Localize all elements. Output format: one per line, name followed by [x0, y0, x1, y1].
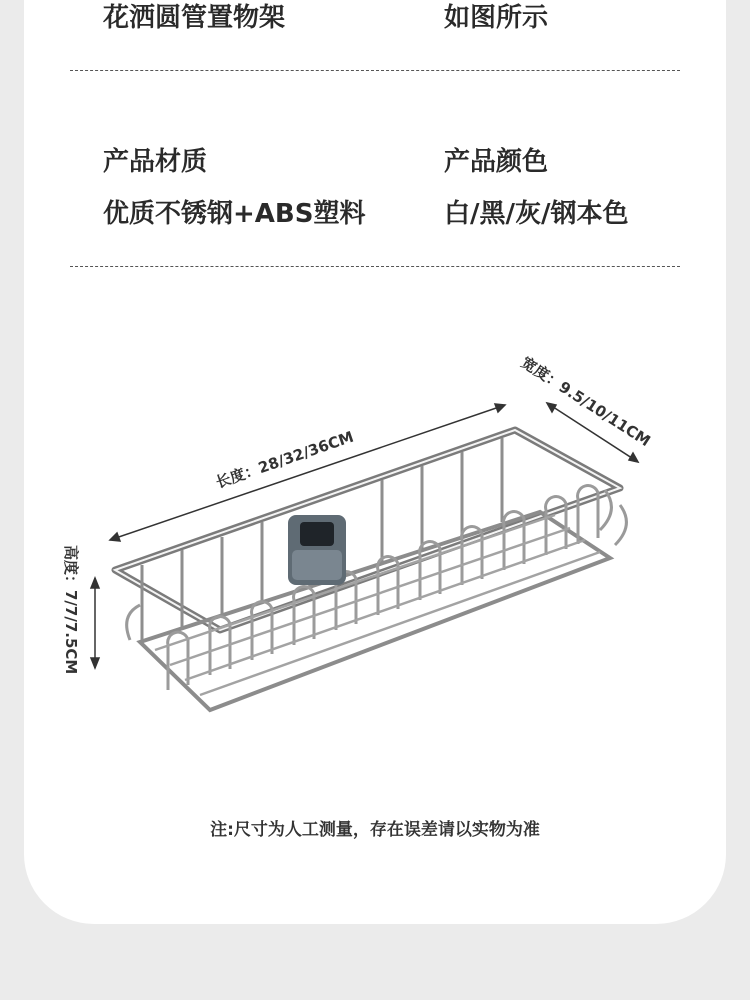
- spec-material-title: 产品材质: [103, 147, 208, 177]
- spec-product-name-value: 如图所示: [444, 3, 549, 33]
- measurement-note: 注:尺寸为人工测量，存在误差请以实物为准: [210, 820, 540, 840]
- height-label: 高度：7/7/7.5CM: [62, 545, 80, 675]
- spec-product-name: 花洒圆管置物架: [103, 3, 286, 33]
- length-label: 长度：28/32/36CM: [213, 427, 356, 492]
- spec-material-value: 优质不锈钢+ABS塑料: [103, 199, 366, 229]
- spec-color-title: 产品颜色: [444, 147, 549, 177]
- spec-color-value: 白/黑/灰/钢本色: [444, 199, 629, 229]
- width-label: 宽度：9.5/10/11CM: [517, 353, 654, 451]
